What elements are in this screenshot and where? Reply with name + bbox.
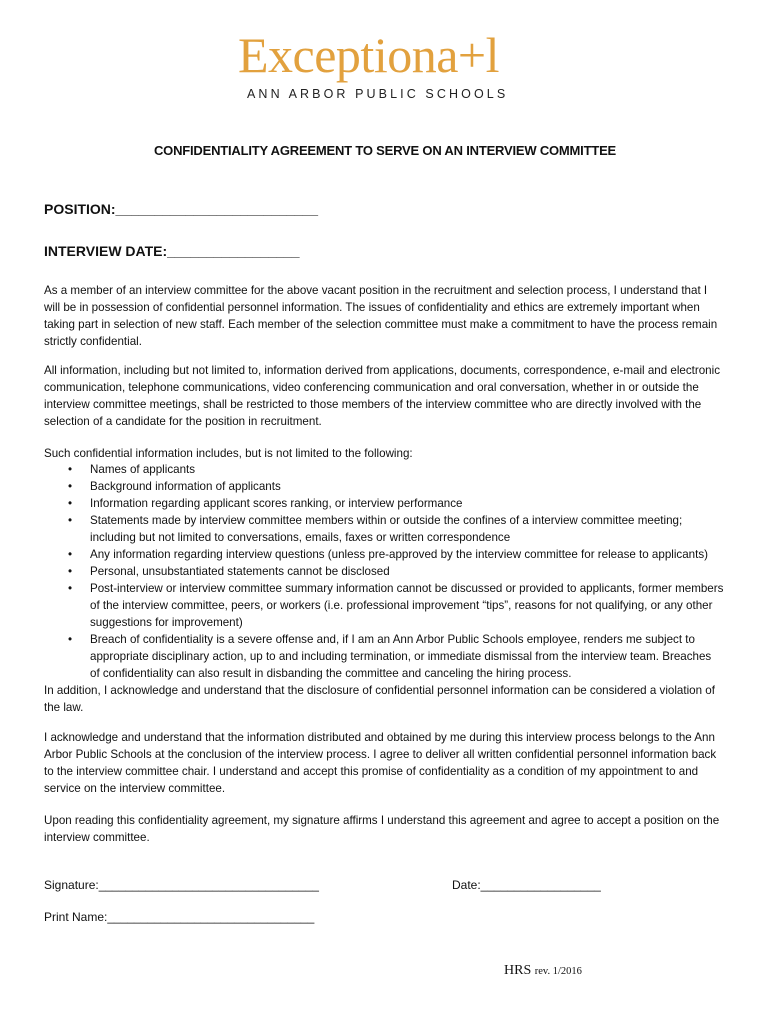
list-item: • Post-interview or interview committee summary information cannot be discussed or provided to applicants, former members of the interview committee, peers, or workers (i.e. professional improvement “tips”, reasons for not qualifying, or any other suggestions for improvement) (44, 580, 724, 631)
list-item: • Personal, unsubstantiated statements cannot be disclosed (44, 563, 724, 580)
logo-subtitle: ANN ARBOR PUBLIC SCHOOLS (247, 87, 509, 101)
intro-paragraph: As a member of an interview committee for the above vacant position in the recruitment and selection process, I understand that I will be in possession of confidential personnel information. The issues of confidentiality and ethics are extremely important when taking part in selection of new staff. Each member of the selection committee must make a commitment to have the process remain strictly confidential. (44, 284, 718, 348)
print-name-field[interactable]: Print Name:_______________________________ (44, 910, 315, 924)
list-item: • Information regarding applicant scores ranking, or interview performance (44, 495, 724, 512)
list-item: • Statements made by interview committee members within or outside the confines of a interview committee meeting; including but not limited to conversations, emails, faxes or written correspondence (44, 512, 724, 546)
confidential-info-list (44, 461, 724, 682)
revision-date: rev. 1/2016 (534, 966, 582, 977)
interview-date-field[interactable]: INTERVIEW DATE:_________________ (44, 243, 300, 259)
ownership-paragraph: I acknowledge and understand that the information distributed and obtained by me during this interview process belongs to the Ann Arbor Public Schools at the conclusion of the interview process. I agree to deliver all written confidential personnel information back to the interview committee chair. I understand and accept this promise of confidentiality as a condition of my appointment to and service on the interview committee. (44, 731, 717, 795)
list-item: • Any information regarding interview questions (unless pre-approved by the interview committee for release to applicants) (44, 546, 724, 563)
affirmation-paragraph: Upon reading this confidentiality agreement, my signature affirms I understand this agreement and agree to accept a position on the interview committee. (44, 814, 720, 844)
revision-footer (504, 963, 582, 979)
list-item: • Background information of applicants (44, 478, 724, 495)
form-code: HRS (504, 963, 532, 978)
information-scope-paragraph: All information, including but not limited to, information derived from applications, documents, correspondence, e-mail and electronic communication, telephone communications, video conferencing communication and oral conversation, whether in or outside the interview committee meetings, shall be restricted to those members of the interview committee who are directly involved with the selection of a candidate for the position in recruitment. (44, 364, 721, 428)
date-field[interactable]: Date:__________________ (452, 878, 601, 892)
document-title: CONFIDENTIALITY AGREEMENT TO SERVE ON AN INTERVIEW COMMITTEE (153, 143, 617, 158)
list-item: • Names of applicants (44, 461, 724, 478)
district-logo (238, 27, 518, 105)
disclosure-paragraph: In addition, I acknowledge and understand that the disclosure of confidential personnel information can be considered a violation of the law. (44, 684, 715, 714)
list-intro-paragraph: Such confidential information includes, but is not limited to the following: (44, 447, 413, 460)
list-item: • Breach of confidentiality is a severe offense and, if I am an Ann Arbor Public Schools employee, renders me subject to appropriate disciplinary action, up to and including termination, or immediate dismissal from the interview team. Breaches of confidentiality can also result in disbanding the committee and canceling the hiring process. (44, 631, 724, 682)
position-field[interactable]: POSITION:__________________________ (44, 201, 318, 217)
signature-field[interactable]: Signature:_________________________________ (44, 878, 319, 892)
logo-wordmark: Exceptiona+l (238, 27, 499, 83)
